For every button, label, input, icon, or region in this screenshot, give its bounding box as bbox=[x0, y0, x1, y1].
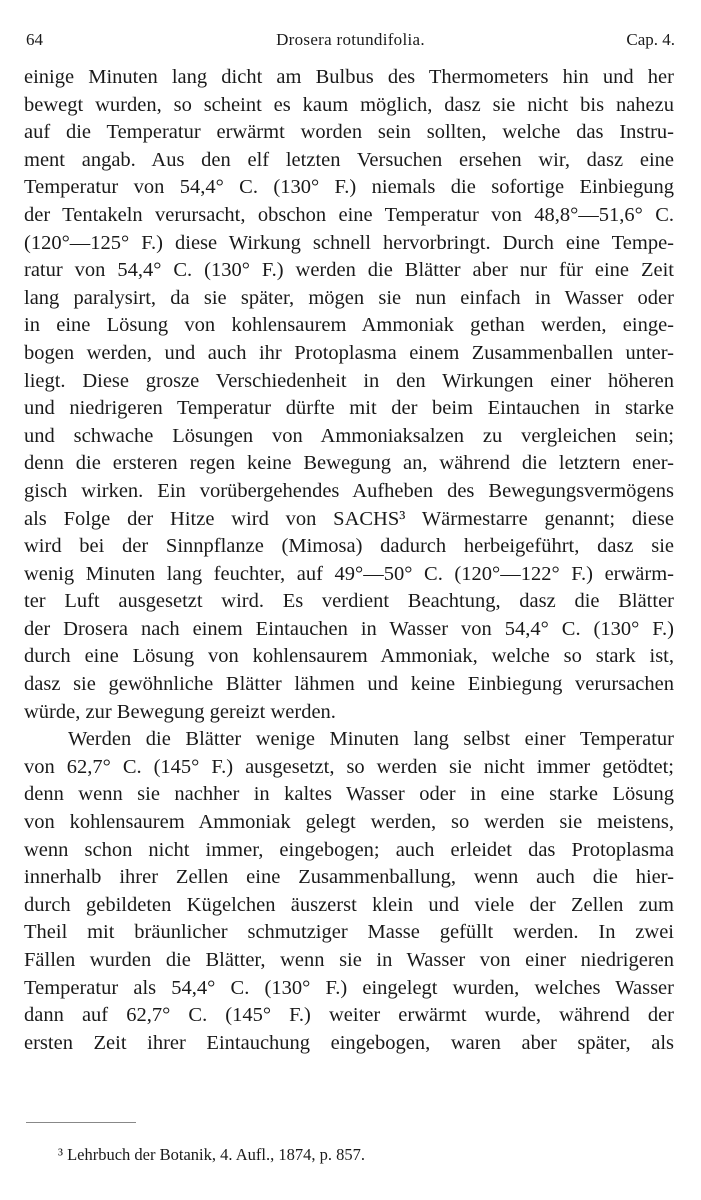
text-line: (120°—125° F.) diese Wirkung schnell hervorbringt. Durch eine Tempe- bbox=[24, 231, 674, 254]
text-line: der Drosera nach einem Eintauchen in Wasser von 54,4° C. (130° F.) bbox=[24, 617, 674, 640]
text-line: bewegt wurden, so scheint es kaum möglich, dasz sie nicht bis nahezu bbox=[24, 93, 674, 116]
text-line: wenn schon nicht immer, eingebogen; auch erleidet das Protoplasma bbox=[24, 838, 674, 861]
text-line: würde, zur Bewegung gereizt werden. bbox=[24, 700, 336, 723]
chapter-label: Cap. 4. bbox=[626, 30, 675, 49]
footnote: ³ Lehrbuch der Botanik, 4. Aufl., 1874, p. 857. bbox=[58, 1145, 365, 1164]
text-line: ratur von 54,4° C. (130° F.) werden die Blätter aber nur für eine Zeit bbox=[24, 259, 674, 282]
text-line: Temperatur als 54,4° C. (130° F.) eingelegt wurden, welches Wasser bbox=[24, 976, 674, 999]
text-line: Temperatur von 54,4° C. (130° F.) niemals die sofortige Einbiegung bbox=[24, 176, 674, 199]
text-line: wenig Minuten lang feuchter, auf 49°—50° C. (120°—122° F.) erwärm- bbox=[24, 562, 674, 585]
text-line: einige Minuten lang dicht am Bulbus des Thermometers hin und her bbox=[24, 66, 674, 88]
text-line: bogen werden, und auch ihr Protoplasma einem Zusammenballen unter- bbox=[24, 341, 674, 364]
text-line: Werden die Blätter wenige Minuten lang selbst einer Temperatur bbox=[68, 728, 674, 751]
footnote-rule bbox=[26, 1122, 136, 1123]
page-number: 64 bbox=[26, 30, 43, 49]
text-line: als Folge der Hitze wird von SACHS³ Wärmestarre genannt; diese bbox=[24, 507, 674, 530]
text-line: innerhalb ihrer Zellen eine Zusammenballung, wenn auch die hier- bbox=[24, 866, 674, 889]
text-line: durch eine Lösung von kohlensaurem Ammoniak, welche so stark ist, bbox=[24, 645, 674, 668]
running-title: Drosera rotundifolia. bbox=[276, 30, 425, 49]
text-line: liegt. Diese grosze Verschiedenheit in den Wirkungen einer höheren bbox=[24, 369, 674, 392]
text-line: von 62,7° C. (145° F.) ausgesetzt, so werden sie nicht immer getödtet; bbox=[24, 755, 674, 778]
text-line: lang paralysirt, da sie später, mögen sie nun einfach in Wasser oder bbox=[24, 286, 674, 309]
text-line: von kohlensaurem Ammoniak gelegt werden, so werden sie meistens, bbox=[24, 811, 674, 834]
page-header bbox=[26, 30, 675, 56]
text-line: denn die ersteren regen keine Bewegung an, während die letztern ener- bbox=[24, 452, 674, 475]
text-line: ment angab. Aus den elf letzten Versuchen ersehen wir, dasz eine bbox=[24, 148, 674, 171]
text-line: und niedrigeren Temperatur dürfte mit der beim Eintauchen in starke bbox=[24, 397, 674, 420]
text-line: dasz sie gewöhnliche Blätter lähmen und keine Einbiegung verursachen bbox=[24, 673, 674, 696]
text-line: denn wenn sie nachher in kaltes Wasser oder in eine starke Lösung bbox=[24, 783, 674, 806]
text-line: wird bei der Sinnpflanze (Mimosa) dadurch herbeigeführt, dasz sie bbox=[24, 535, 674, 558]
text-line: ersten Zeit ihrer Eintauchung eingebogen, waren aber später, als bbox=[24, 1031, 674, 1054]
text-line: durch gebildeten Kügelchen äuszerst klein und viele der Zellen zum bbox=[24, 893, 674, 916]
text-line: und schwache Lösungen von Ammoniaksalzen zu vergleichen sein; bbox=[24, 424, 674, 447]
paragraph bbox=[24, 64, 674, 726]
text-line: dann auf 62,7° C. (145° F.) weiter erwärmt wurde, während der bbox=[24, 1004, 674, 1027]
text-line: gisch wirken. Ein vorübergehendes Aufheben des Bewegungsvermögens bbox=[24, 479, 674, 502]
text-line: der Tentakeln verursacht, obschon eine Temperatur von 48,8°—51,6° C. bbox=[24, 203, 674, 226]
text-line: ter Luft ausgesetzt wird. Es verdient Beachtung, dasz die Blätter bbox=[24, 590, 674, 613]
text-line: in eine Lösung von kohlensaurem Ammoniak gethan werden, einge- bbox=[24, 314, 674, 337]
text-line: Fällen wurden die Blätter, wenn sie in Wasser von einer niedrigeren bbox=[24, 949, 674, 971]
body-text bbox=[24, 64, 674, 1057]
text-line: Theil mit bräunlicher schmutziger Masse gefüllt werden. In zwei bbox=[24, 921, 674, 944]
text-line: auf die Temperatur erwärmt worden sein sollten, welche das Instru- bbox=[24, 121, 674, 144]
paragraph bbox=[24, 726, 674, 1057]
